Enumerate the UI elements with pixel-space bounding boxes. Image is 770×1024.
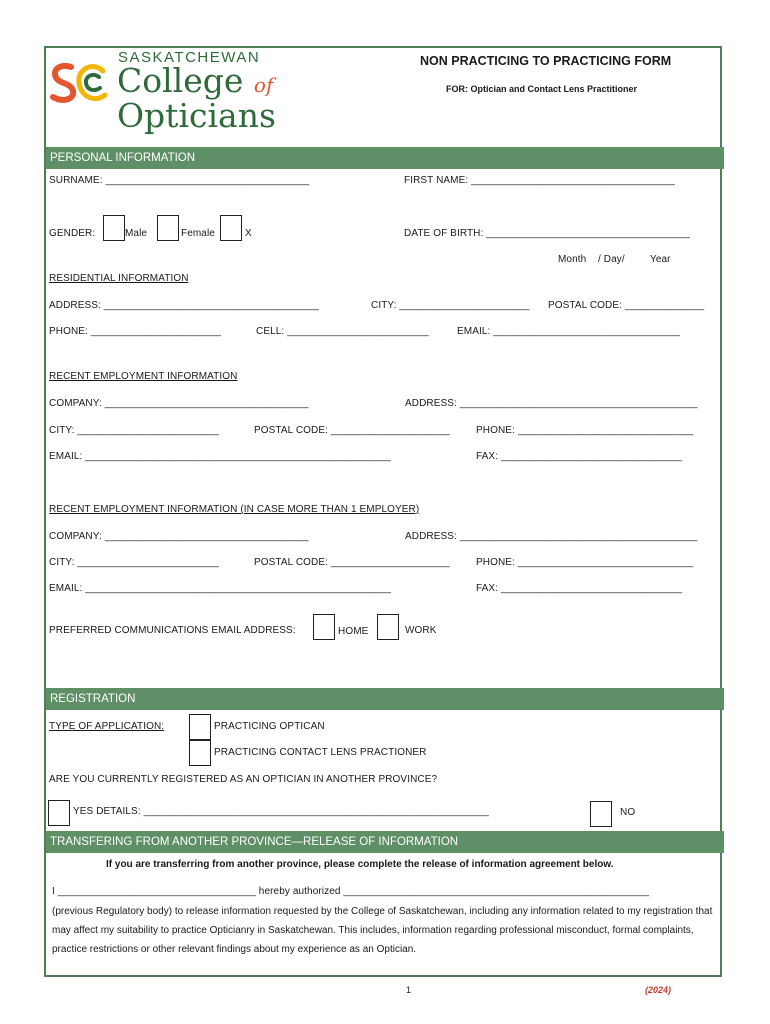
employment2-fax-field[interactable]: FAX: ________________________________: [476, 583, 683, 594]
registered-no-checkbox[interactable]: [590, 801, 612, 827]
section-registration: REGISTRATION: [46, 688, 724, 710]
dob-day-hint: / Day/: [598, 254, 625, 265]
registered-yes-details-field[interactable]: YES DETAILS: _____________________________________________________________: [73, 806, 489, 817]
employment-email-field[interactable]: EMAIL: ______________________________________________________: [49, 451, 391, 462]
residential-phone-field[interactable]: PHONE: _______________________: [49, 326, 222, 337]
residential-city-field[interactable]: CITY: _______________________: [371, 300, 530, 311]
residential-cell-field[interactable]: CELL: _________________________: [256, 326, 429, 337]
gender-x-checkbox[interactable]: [220, 215, 242, 241]
transfer-intro: If you are transferring from another province, please complete the release of information agreement below.: [106, 859, 614, 870]
page-number: 1: [406, 985, 412, 995]
form-subtitle: FOR: Optician and Contact Lens Practitioner: [446, 84, 638, 94]
registered-no-label: NO: [620, 807, 636, 818]
employment-fax-field[interactable]: FAX: ________________________________: [476, 451, 683, 462]
college-logo-icon: [49, 61, 107, 105]
logo-college-word: College: [117, 61, 244, 100]
employment-company-field[interactable]: COMPANY: ____________________________________: [49, 398, 309, 409]
residential-email-field[interactable]: EMAIL: _________________________________: [457, 326, 681, 337]
dob-month-hint: Month: [558, 254, 587, 265]
residential-address-field[interactable]: ADDRESS: ______________________________________: [49, 300, 319, 311]
gender-female-checkbox[interactable]: [157, 215, 179, 241]
registered-elsewhere-question: ARE YOU CURRENTLY REGISTERED AS AN OPTICIAN IN ANOTHER PROVINCE?: [49, 774, 438, 785]
employment-address-field[interactable]: ADDRESS: __________________________________________: [405, 398, 698, 409]
dob-year-hint: Year: [650, 254, 671, 265]
preferred-email-label: PREFERRED COMMUNICATIONS EMAIL ADDRESS:: [49, 625, 296, 636]
logo-text-saskatchewan: SASKATCHEWAN: [118, 49, 261, 66]
gender-label: GENDER:: [49, 228, 96, 239]
practicing-contact-lens-label: PRACTICING CONTACT LENS PRACTIONER: [214, 747, 427, 758]
gender-male-label: Male: [125, 228, 148, 239]
residential-postal-field[interactable]: POSTAL CODE: ______________: [548, 300, 705, 311]
preferred-home-label: HOME: [338, 626, 369, 637]
employment-postal-field[interactable]: POSTAL CODE: _____________________: [254, 425, 450, 436]
employment-phone-field[interactable]: PHONE: _______________________________: [476, 425, 694, 436]
employment-city-field[interactable]: CITY: _________________________: [49, 425, 219, 436]
employment-heading: RECENT EMPLOYMENT INFORMATION: [49, 371, 238, 382]
section-transfer-release: TRANSFERING FROM ANOTHER PROVINCE—RELEASE OF INFORMATION: [46, 831, 724, 853]
employment2-company-field[interactable]: COMPANY: ____________________________________: [49, 531, 309, 542]
practicing-optician-label: PRACTICING OPTICAN: [214, 721, 325, 732]
practicing-optician-checkbox[interactable]: [189, 714, 211, 740]
gender-x-label: X: [245, 228, 252, 239]
form-year: (2024): [645, 985, 672, 995]
preferred-work-label: WORK: [405, 625, 437, 636]
surname-field[interactable]: SURNAME: ____________________________________: [49, 175, 310, 186]
residential-heading: RESIDENTIAL INFORMATION: [49, 273, 189, 284]
employment2-address-field[interactable]: ADDRESS: __________________________________________: [405, 531, 698, 542]
form-title: NON PRACTICING TO PRACTICING FORM: [420, 54, 672, 68]
logo-text-opticians: Opticians: [117, 96, 276, 135]
employment2-phone-field[interactable]: PHONE: _______________________________: [476, 557, 694, 568]
section-personal-information: PERSONAL INFORMATION: [46, 147, 724, 169]
registered-yes-checkbox[interactable]: [48, 800, 70, 826]
employment2-postal-field[interactable]: POSTAL CODE: _____________________: [254, 557, 450, 568]
employment2-city-field[interactable]: CITY: _________________________: [49, 557, 219, 568]
employment2-email-field[interactable]: EMAIL: ______________________________________________________: [49, 583, 391, 594]
gender-male-checkbox[interactable]: [103, 215, 125, 241]
preferred-work-checkbox[interactable]: [377, 614, 399, 640]
authorization-line-field[interactable]: I ___________________________________ hereby authorized ______________________________________________________: [52, 886, 650, 897]
date-of-birth-field[interactable]: DATE OF BIRTH: ____________________________________: [404, 228, 691, 239]
application-type-label: TYPE OF APPLICATION:: [49, 721, 165, 732]
practicing-contact-lens-checkbox[interactable]: [189, 740, 211, 766]
release-paragraph: (previous Regulatory body) to release information requested by the College of Saskatchewan, including any information related to my registration that may affect my suitability to practice Opticianry in Saskatchewan. This includes, information regarding professional misconduct, formal complaints, practice restrictions or other relevant findings about my experience as an Optician.: [52, 906, 713, 955]
first-name-field[interactable]: FIRST NAME: ____________________________________: [404, 175, 675, 186]
employment2-heading: RECENT EMPLOYMENT INFORMATION (IN CASE MORE THAN 1 EMPLOYER): [49, 504, 420, 515]
gender-female-label: Female: [181, 228, 215, 239]
preferred-home-checkbox[interactable]: [313, 614, 335, 640]
logo-of-word: of: [253, 73, 274, 97]
